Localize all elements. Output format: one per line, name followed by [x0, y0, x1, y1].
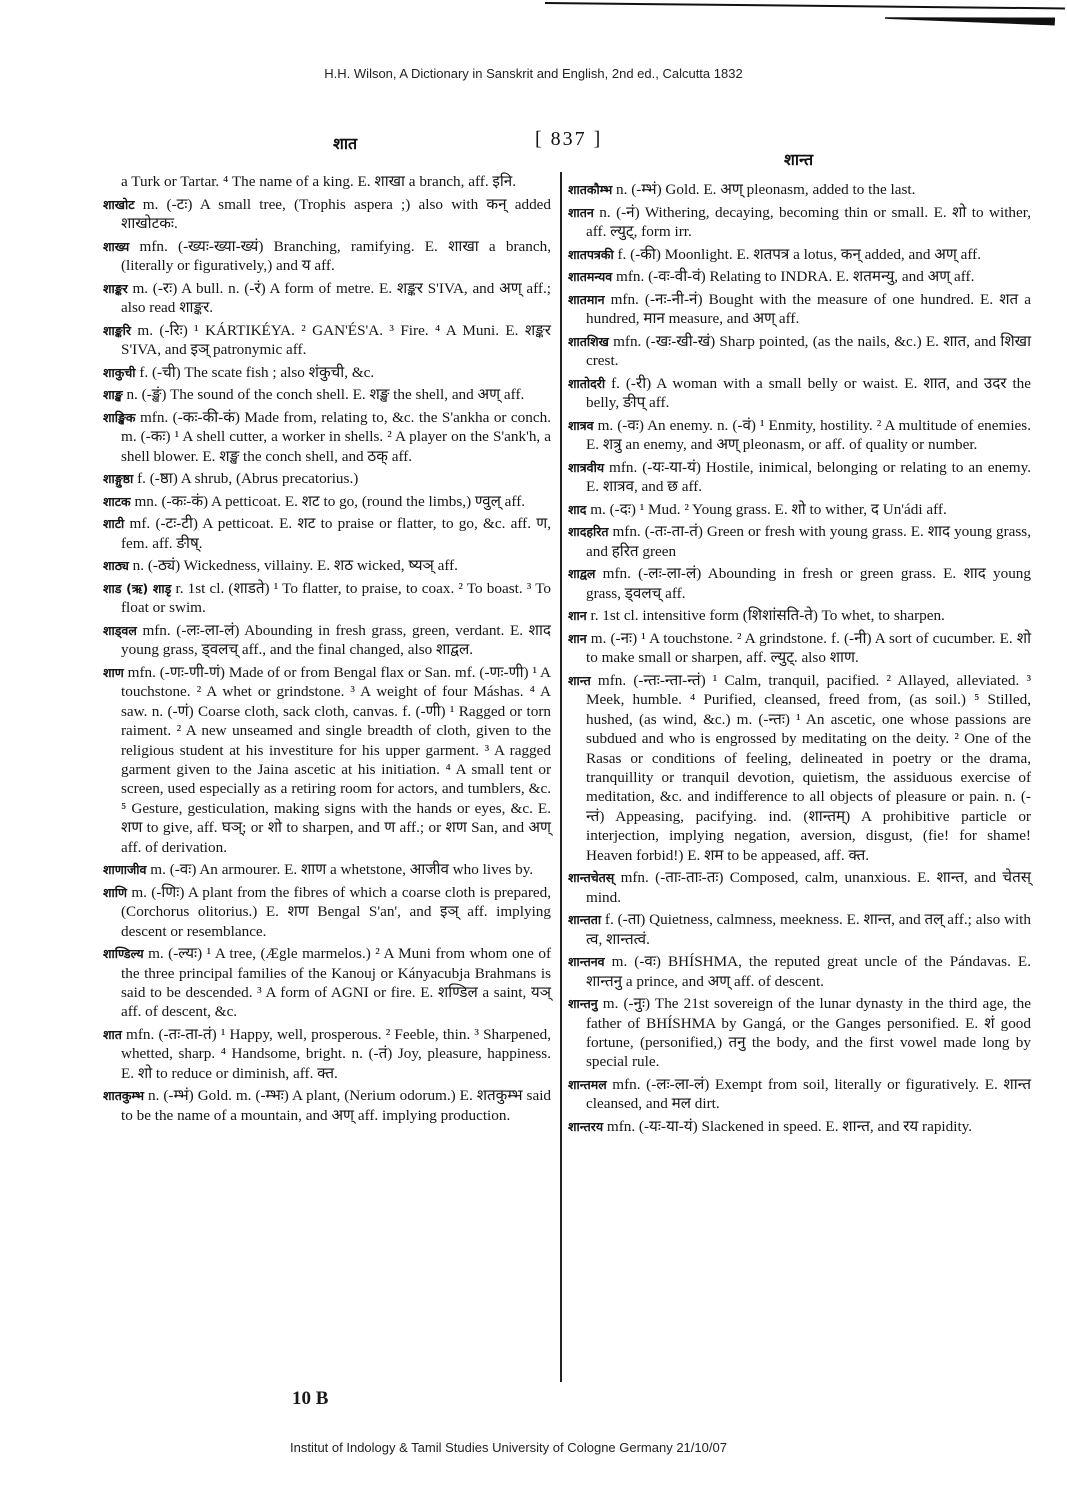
entry-definition: m. (-रिः) ¹ KÁRTIKÉYA. ² GAN'ÉS'A. ³ Fire. ⁴ A Muni. E. शङ्कर S'IVA, and इञ् patronymic aff. — [121, 321, 552, 358]
entry-headword: शातोदरी — [568, 375, 606, 391]
dictionary-entry — [568, 629, 1031, 668]
dictionary-entry — [568, 500, 1031, 519]
page-number: [ 837 ] — [535, 128, 603, 150]
entry-definition: mfn. (-लः-ला-लं) Exempt from soil, literally or figuratively. E. शान्त cleansed, and मल dirt. — [586, 1076, 1032, 1113]
dictionary-entry — [103, 621, 551, 660]
right-column — [568, 180, 1031, 1140]
entry-definition: mfn. (-न्तः-न्ता-न्तं) ¹ Calm, tranquil, pacified. ² Allayed, alleviated. ³ Meek, humble. ⁴ Purified, cleansed, freed from, (as soil.) ⁵ Stilled, hushed, (as wind, &c.) m. (-न्तः) ¹ An ascetic, one whose passions are subdued and who is engrossed by meditating on the deity. ² One of the Rasas or conditions of feeling, delineated in poetry or the drama, tranquillity or tranquil devotion, quietism, the assiduous exercise of meditation, &c. and indifference to all objects of pleasure or pain. n. (-न्तं) Appeasing, pacifying. ind. (शान्तम्) A prohibitive particle or interjection, implying negation, aversion, disgust, (fie! for shame! Heaven forbid!) E. शम to be appeased, aff. क्त. — [586, 671, 1032, 864]
entry-headword: शाणाजीव — [103, 862, 147, 878]
entry-headword: शातशिख — [568, 333, 609, 349]
entry-headword: शाद्वल — [568, 566, 596, 582]
dictionary-entry — [568, 374, 1031, 413]
dictionary-entry — [103, 883, 551, 941]
entry-definition: mfn. (-तः-ता-तं) ¹ Happy, well, prosperous. ² Feeble, thin. ³ Sharpened, whetted, sharp. ⁴ Handsome, bright. n. (-तं) Joy, pleasure, happiness. E. शो to reduce or diminish, aff. क्त. — [121, 1026, 551, 1082]
entry-headword: शाङ्खिक — [103, 409, 136, 425]
column-divider — [560, 172, 562, 1382]
entry-headword: शाण्डिल्य — [103, 946, 144, 962]
entry-headword: शात — [103, 1027, 122, 1043]
running-head-left: शात — [333, 134, 358, 153]
dictionary-entry — [103, 363, 551, 382]
entry-definition: r. 1st cl. (शाडते) ¹ To flatter, to praise, to coax. ² To boast. ³ To float or swim. — [121, 579, 552, 617]
entry-definition: mfn. (-ख्यः-ख्या-ख्यं) Branching, ramifying. E. शाखा a branch, (literally or figuratively,) and य aff. — [121, 237, 551, 274]
dictionary-entry — [568, 910, 1031, 949]
dictionary-entry — [103, 385, 551, 404]
signature-mark: 10 B — [292, 1388, 329, 1409]
entry-headword: शातकुम्भ — [103, 1088, 145, 1104]
entry-headword: शान्तमल — [568, 1077, 607, 1093]
entry-definition: mfn. (-नः-नी-नं) Bought with the measure of one hundred. E. शत a hundred, मान measure, and अण् aff. — [586, 290, 1031, 328]
entry-definition: n. (-म्भं) Gold. E. अण् pleonasm, added to the last. — [616, 181, 916, 198]
dictionary-entry — [103, 237, 551, 276]
dictionary-entry — [103, 1025, 551, 1083]
entry-headword: शान्तता — [568, 912, 602, 928]
entry-definition: m. (-नः) ¹ A touchstone. ² A grindstone. f. (-नी) A sort of cucumber. E. शो to make small or sharpen, aff. ल्युट्. also शाण. — [586, 629, 1032, 667]
dictionary-entry — [103, 195, 551, 234]
entry-headword: शान्त — [568, 672, 591, 688]
dictionary-entry — [568, 606, 1031, 625]
entry-headword: शाड (ऋ) शाडृ — [103, 580, 172, 596]
dictionary-entry — [568, 522, 1031, 561]
entry-definition: n. (-म्भं) Gold. m. (-म्भः) A plant, (Nerium odorum.) E. शतकुम्भ said to be the name of a mountain, and अण् aff. implying production. — [121, 1087, 552, 1124]
entry-headword: शातपत्रकी — [568, 246, 614, 262]
dictionary-entry — [568, 671, 1031, 865]
entry-headword: शाटी — [103, 516, 125, 532]
dictionary-entry — [103, 514, 551, 553]
entry-definition: mfn. (-तः-ता-तं) Green or fresh with young grass. E. शाद young grass, and हरित green — [586, 523, 1032, 560]
scan-edge-mark — [545, 2, 1065, 9]
dictionary-entry — [103, 408, 551, 466]
entry-definition: mfn. (-कः-की-कं) Made from, relating to, &c. the S'ankha or conch. m. (-कः) ¹ A shell cutter, a worker in shells. ² A player on the S'ank'h, a shell blower. E. शङ्ख the conch shell, and ठक् aff. — [121, 408, 551, 465]
entry-definition: m. (-नुः) The 21st sovereign of the lunar dynasty in the third age, the father of BHÍSHMA by Gangá, or the Ganges personified. E. शं good fortune, (personified,) तनु the body, and the first vowel made long by special rule. — [586, 995, 1031, 1071]
entry-headword: शातकौम्भ — [568, 182, 613, 197]
entry-definition: m. (-टः) A small tree, (Trophis aspera ;) also with कन् added शाखोटकः. — [121, 195, 551, 232]
entry-headword: शाङ्करि — [103, 322, 132, 338]
dictionary-entry — [103, 279, 551, 318]
dictionary-entry — [103, 492, 551, 511]
source-caption: H.H. Wilson, A Dictionary in Sanskrit and English, 2nd ed., Calcutta 1832 — [324, 66, 743, 81]
entry-definition: mfn. (-वः-वी-वं) Relating to INDRA. E. शतमन्यु, and अण् aff. — [616, 268, 975, 286]
entry-definition: m. (-णिः) A plant from the fibres of which a coarse cloth is prepared, (Corchorus olitorius.) E. शण Bengal S'an', and इञ् aff. implying descent or resemblance. — [121, 883, 552, 940]
entry-headword: शान — [568, 630, 587, 646]
entry-definition: mfn. (-ताः-ताः-तः) Composed, calm, unanxious. E. शान्त, and चेतस् mind. — [586, 869, 1031, 906]
entry-definition: m. (-रः) A bull. n. (-रं) A form of metre. E. शङ्कर S'IVA, and अण् aff.; also read शाङ्कर. — [121, 279, 551, 316]
entry-definition: f. (-की) Moonlight. E. शतपत्र a lotus, कन् added, and अण् aff. — [617, 245, 982, 263]
entry-definition: m. (-वः) BHÍSHMA, the reputed great uncle of the Pándavas. E. शान्तनु a prince, and अण् aff. of descent. — [586, 953, 1031, 990]
entry-headword: शाखोट — [103, 196, 135, 212]
entry-headword: शाङ्कर — [103, 280, 128, 296]
entry-headword: शान्तनव — [568, 954, 605, 970]
dictionary-entry — [103, 321, 551, 360]
entry-headword: शाणि — [103, 884, 128, 900]
dictionary-entry — [103, 556, 551, 575]
dictionary-entry — [568, 1117, 1031, 1136]
entry-headword: शान — [568, 608, 587, 624]
running-head-right: शान्त — [784, 150, 814, 169]
dictionary-entry — [568, 332, 1031, 371]
entry-headword: शाटक — [103, 493, 131, 509]
entry-headword: शाड्वल — [103, 622, 137, 638]
entry-definition: f. (-री) A woman with a small belly or waist. E. शात, and उदर the belly, ङीप् aff. — [586, 374, 1031, 412]
dictionary-entry — [568, 203, 1031, 242]
entry-headword: शातमान — [568, 291, 605, 307]
entry-definition: mfn. (-लः-ला-लं) Abounding in fresh grass, green, verdant. E. शाद young grass, ड्वलच् aff., and the final changed, also शाद्वल. — [121, 621, 551, 659]
entry-headword: शात्रवीय — [568, 459, 605, 475]
entry-definition: n. (-नं) Withering, decaying, becoming thin or small. E. शो to wither, aff. ल्युट्, form irr. — [586, 203, 1032, 240]
entry-headword: शाख्य — [103, 238, 130, 254]
entry-definition: m. (-वः) An armourer. E. शाण a whetstone, आजीव who lives by. — [150, 861, 534, 879]
entry-definition: mfn. (-णः-णी-णं) Made of or from Bengal flax or San. mf. (-णः-णी) ¹ A touchstone. ² A whet or grindstone. ³ A weight of four Máshas. ⁴ A saw. n. (-णं) Coarse cloth, sack cloth, canvas. f. (-णी) ¹ Ragged or torn raiment. ² A new unseamed and single breadth of cloth, given to the religious student at his investiture for his upper garment. ³ A ragged garment given to the Jaina ascetic at his initiation. ⁴ A small tent or screen, used especially as a retiring room for actors, and tumblers, &c. ⁵ Gesture, gesticulation, making signs with the hands or eyes, &c. E. शण to give, aff. घञ्; or शो to sharpen, and ण aff.; or शण San, and अण् aff. of derivation. — [121, 663, 551, 856]
entry-headword: शातन — [568, 204, 594, 220]
scan-edge-mark — [885, 14, 1055, 26]
entry-definition: f. (-ष्ठा) A shrub, (Abrus precatorius.) — [137, 470, 359, 488]
entry-definition: m. (-वः) An enemy. n. (-वं) ¹ Enmity, hostility. ² A multitude of enemies. E. शत्रु an enemy, and अण् pleonasm, or aff. of quality or number. — [586, 416, 1032, 454]
entry-definition: n. (-ठ्यं) Wickedness, villainy. E. शठ wicked, ष्यञ् aff. — [132, 557, 458, 575]
dictionary-entry — [568, 1075, 1031, 1114]
entry-headword: शान्तचेतस् — [568, 870, 615, 886]
dictionary-entry — [568, 416, 1031, 455]
dictionary-entry — [103, 663, 551, 857]
entry-headword: शाद — [568, 501, 587, 517]
dictionary-entry — [568, 267, 1031, 286]
entry-definition: mn. (-कः-कं) A petticoat. E. शट to go, (round the limbs,) ण्वुल् aff. — [134, 492, 526, 510]
dictionary-entry — [568, 245, 1031, 264]
left-column — [103, 172, 551, 1128]
entry-headword: शान्तरय — [568, 1119, 604, 1135]
dictionary-entry — [568, 868, 1031, 907]
entry-definition: n. (-ङ्खं) The sound of the conch shell. E. शङ्ख the shell, and अण् aff. — [126, 386, 525, 404]
dictionary-entry — [103, 944, 551, 1022]
entry-headword: शात्रव — [568, 417, 594, 433]
entry-headword: शाङ्गुष्ठा — [103, 471, 134, 487]
entry-definition: mfn. (-यः-या-यं) Slackened in speed. E. शान्त, and रय rapidity. — [606, 1118, 973, 1136]
dictionary-entry — [103, 1086, 551, 1125]
dictionary-entry — [568, 290, 1031, 329]
entry-definition: a Turk or Tartar. ⁴ The name of a king. E. शाखा a branch, aff. इनि. — [121, 173, 517, 190]
entry-headword: शाण — [103, 664, 124, 680]
entry-definition: m. (-दः) ¹ Mud. ² Young grass. E. शो to wither, द Un'ádi aff. — [590, 500, 947, 518]
footer-caption: Institut of Indology & Tamil Studies University of Cologne Germany 21/10/07 — [290, 1440, 727, 1455]
entry-headword: शाठ्य — [103, 558, 129, 574]
entry-definition: mf. (-टः-टी) A petticoat. E. शट to praise or flatter, to go, &c. aff. ण, fem. aff. ङीष्. — [121, 515, 552, 552]
entry-headword: शादहरित — [568, 524, 609, 540]
dictionary-entry — [103, 172, 551, 191]
entry-headword: शाकुची — [103, 364, 136, 380]
entry-definition: f. (-ता) Quietness, calmness, meekness. E. शान्त, and तल् aff.; also with त्व, शान्तत्वं. — [586, 911, 1031, 948]
dictionary-entry — [103, 469, 551, 488]
entry-headword: शाङ्ख — [103, 387, 123, 403]
dictionary-entry — [568, 564, 1031, 603]
entry-definition: r. 1st cl. intensitive form (शिशांसति-ते) To whet, to sharpen. — [590, 607, 945, 625]
entry-definition: m. (-ल्यः) ¹ A tree, (Ægle marmelos.) ² A Muni from whom one of the three principal families of the Kanouj or Kányacubja Brahmans is said to be descended. ³ A form of AGNI or fire. E. शण्डिल a saint, यञ् aff. of descent, &c. — [121, 945, 552, 1021]
entry-definition: f. (-ची) The scate fish ; also शंकुची, &c. — [139, 363, 375, 381]
dictionary-entry — [568, 994, 1031, 1072]
entry-definition: mfn. (-खः-खी-खं) Sharp pointed, (as the nails, &c.) E. शात, and शिखा crest. — [586, 332, 1032, 370]
entry-definition: mfn. (-यः-या-यं) Hostile, inimical, belonging or relating to an enemy. E. शात्रव, and छ aff. — [586, 458, 1031, 496]
dictionary-entry — [103, 579, 551, 618]
dictionary-entry — [103, 860, 551, 879]
entry-headword: शान्तनु — [568, 996, 598, 1012]
entry-definition: mfn. (-लः-ला-लं) Abounding in fresh or green grass. E. शाद young grass, ड्वलच् aff. — [586, 565, 1031, 602]
dictionary-entry — [568, 180, 1031, 199]
dictionary-entry — [568, 952, 1031, 991]
entry-headword: शातमन्यव — [568, 269, 613, 285]
dictionary-entry — [568, 458, 1031, 497]
